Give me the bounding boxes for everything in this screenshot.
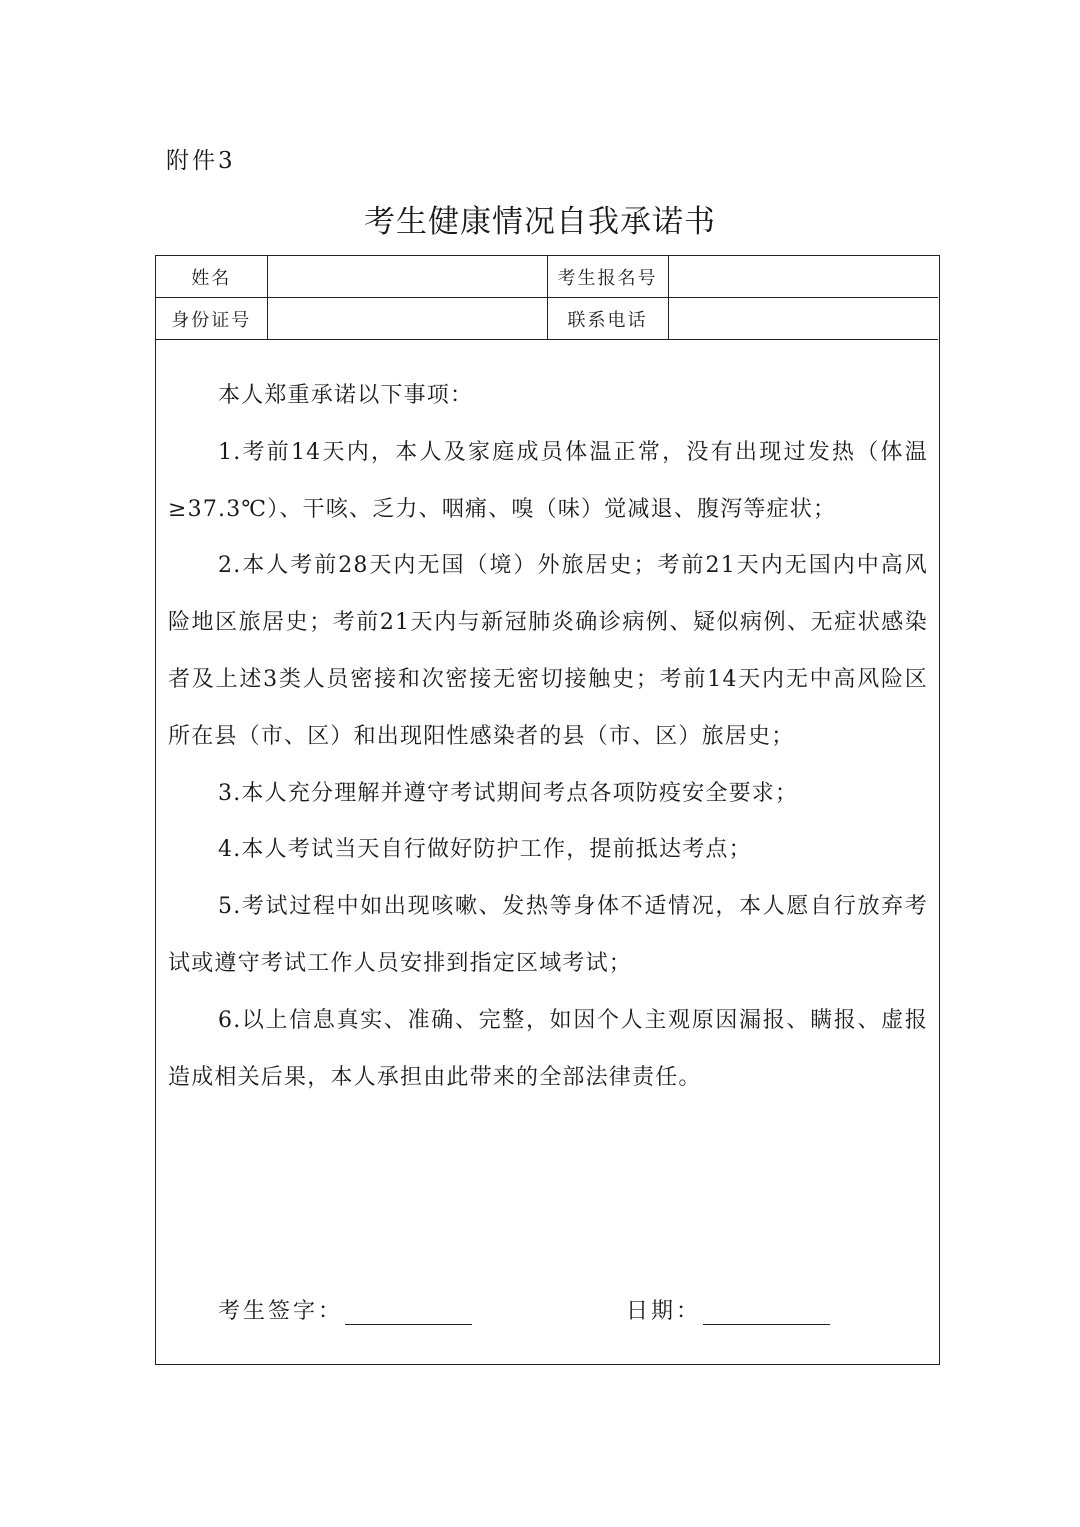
signature-field[interactable] xyxy=(345,1302,472,1325)
commitment-item-2: 2.本人考前28天内无国（境）外旅居史；考前21天内无国内中高风险地区旅居史；考前21天内与新冠肺炎确诊病例、疑似病例、无症状感染者及上述3类人员密接和次密接无密切接触史；考前14天内无中高风险区所在县（市、区）和出现阳性感染者的县（市、区）旅居史； xyxy=(168,553,928,749)
info-row-id xyxy=(156,298,938,340)
applicant-info-table xyxy=(156,256,938,340)
exam-number-field[interactable] xyxy=(668,256,938,298)
name-field[interactable] xyxy=(267,256,547,298)
commitment-item-4: 4.本人考试当天自行做好防护工作，提前抵达考点； xyxy=(218,837,752,863)
document-title: 考生健康情况自我承诺书 xyxy=(364,204,716,240)
id-number-field[interactable] xyxy=(267,298,547,340)
commitment-item-5: 5.考试过程中如出现咳嗽、发热等身体不适情况，本人愿自行放弃考试或遵守考试工作人员安排到指定区域考试； xyxy=(168,894,928,976)
date-label: 日期： xyxy=(626,1299,702,1324)
commitment-form xyxy=(155,255,940,1365)
attachment-label: 附件3 xyxy=(166,148,236,174)
commitment-item-1: 1.考前14天内，本人及家庭成员体温正常，没有出现过发热（体温≥37.3℃）、干咳、乏力、咽痛、嗅（味）觉减退、腹泻等症状； xyxy=(168,439,928,522)
signature-block xyxy=(218,1294,472,1325)
phone-label: 联系电话 xyxy=(547,298,668,340)
commitment-intro: 本人郑重承诺以下事项： xyxy=(218,383,474,408)
id-number-label: 身份证号 xyxy=(156,298,267,340)
phone-field[interactable] xyxy=(668,298,938,340)
commitment-body xyxy=(168,368,928,1106)
date-field[interactable] xyxy=(703,1302,830,1325)
name-label: 姓名 xyxy=(156,256,267,298)
exam-number-label: 考生报名号 xyxy=(547,256,668,298)
date-block xyxy=(626,1294,830,1325)
commitment-item-6: 6.以上信息真实、准确、完整，如因个人主观原因漏报、瞒报、虚报造成相关后果，本人承担由此带来的全部法律责任。 xyxy=(168,1007,928,1090)
commitment-item-3: 3.本人充分理解并遵守考试期间考点各项防疫安全要求； xyxy=(218,780,799,806)
signature-label: 考生签字： xyxy=(218,1299,344,1324)
info-row-name xyxy=(156,256,938,298)
